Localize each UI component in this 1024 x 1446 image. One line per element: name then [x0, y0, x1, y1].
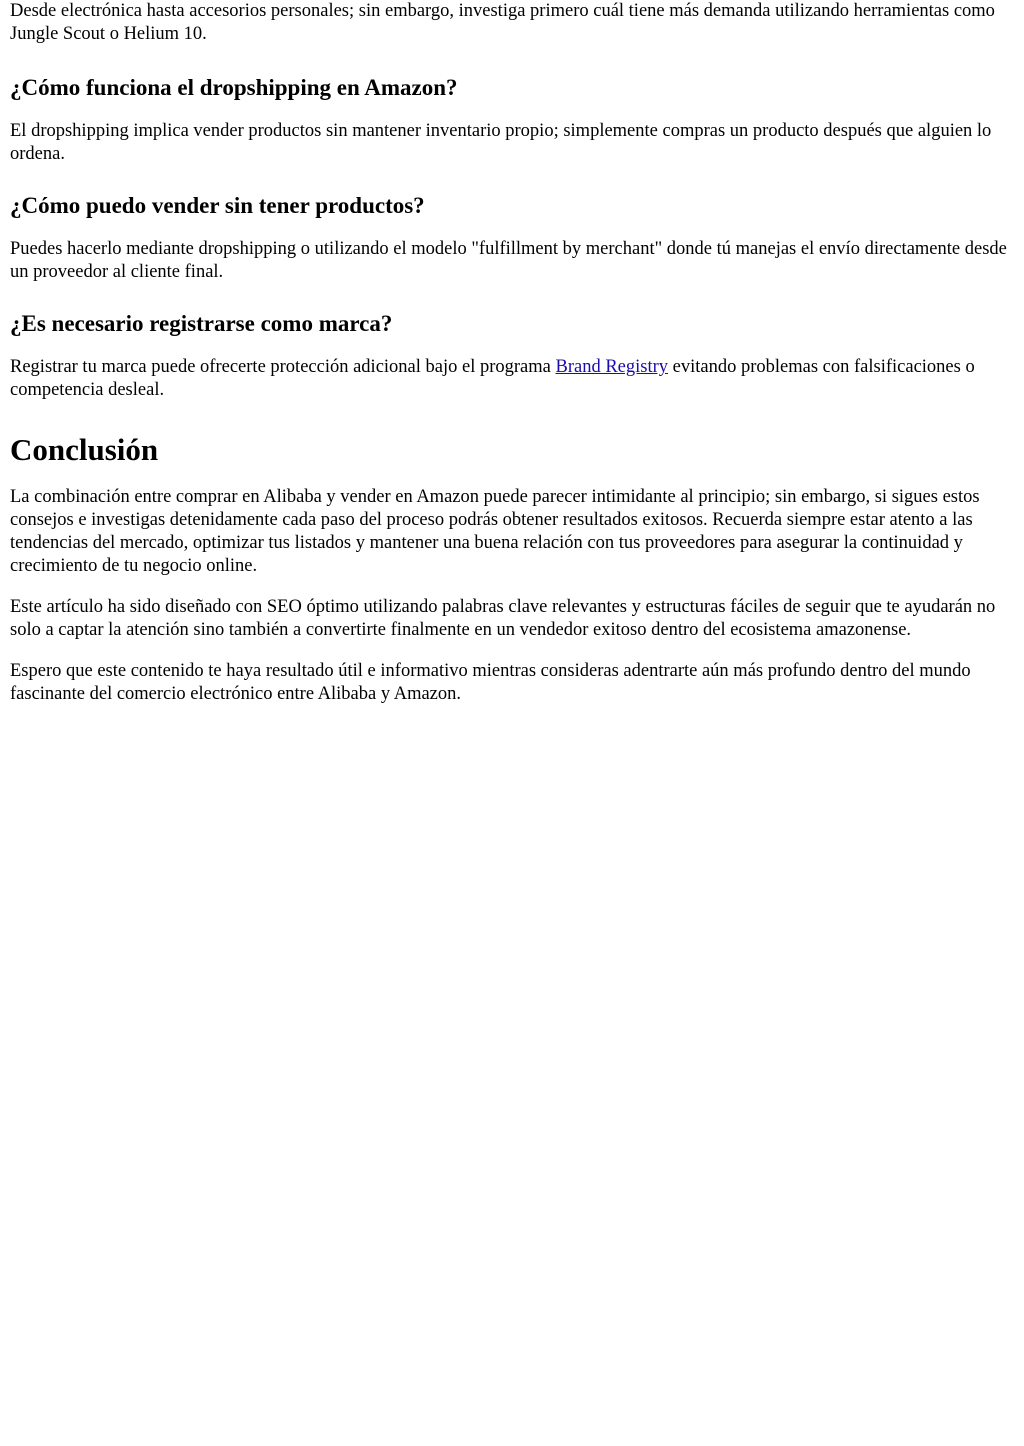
faq-question-brand-registration: ¿Es necesario registrarse como marca?	[10, 311, 393, 336]
intro-paragraph: Desde electrónica hasta accesorios personales; sin embargo, investiga primero cuál tiene más demanda utilizando herramientas como Jungle Scout o Helium 10.	[10, 1, 995, 44]
faq-answer-brand-registration	[10, 356, 1014, 402]
faq-question-sell-without-products: ¿Cómo puedo vender sin tener productos?	[10, 193, 425, 218]
faq-answer-sell-without-products: Puedes hacerlo mediante dropshipping o utilizando el modelo "fulfillment by merchant" donde tú manejas el envío directamente desde un proveedor al cliente final.	[10, 239, 1007, 282]
article-body	[0, 0, 1024, 706]
conclusion-paragraph-2: Este artículo ha sido diseñado con SEO óptimo utilizando palabras clave relevantes y estructuras fáciles de seguir que te ayudarán no solo a captar la atención sino también a convertirte finalmente en un vendedor exitoso dentro del ecosistema amazonense.	[10, 597, 996, 640]
brand-registry-link[interactable]: Brand Registry	[555, 357, 669, 377]
faq-answer-text-before-link: Registrar tu marca puede ofrecerte protección adicional bajo el programa	[10, 357, 556, 377]
conclusion-heading: Conclusión	[10, 432, 159, 467]
faq-answer-text-after-link: evitando problemas con falsificaciones o competencia desleal.	[10, 357, 975, 400]
conclusion-paragraph-1: La combinación entre comprar en Alibaba y vender en Amazon puede parecer intimidante al principio; sin embargo, si sigues estos consejos e investigas detenidamente cada paso del proceso podrás obtener resultados exitosos. Recuerda siempre estar atento a las tendencias del mercado, optimizar tus listados y mantener una buena relación con tus proveedores para asegurar la continuidad y crecimiento de tu negocio online.	[10, 487, 980, 576]
faq-answer-dropshipping: El dropshipping implica vender productos sin mantener inventario propio; simplemente compras un producto después que alguien lo ordena.	[10, 121, 992, 164]
faq-question-dropshipping: ¿Cómo funciona el dropshipping en Amazon?	[10, 75, 458, 100]
conclusion-paragraph-3: Espero que este contenido te haya resultado útil e informativo mientras consideras adentrarte aún más profundo dentro del mundo fascinante del comercio electrónico entre Alibaba y Amazon.	[10, 661, 971, 704]
